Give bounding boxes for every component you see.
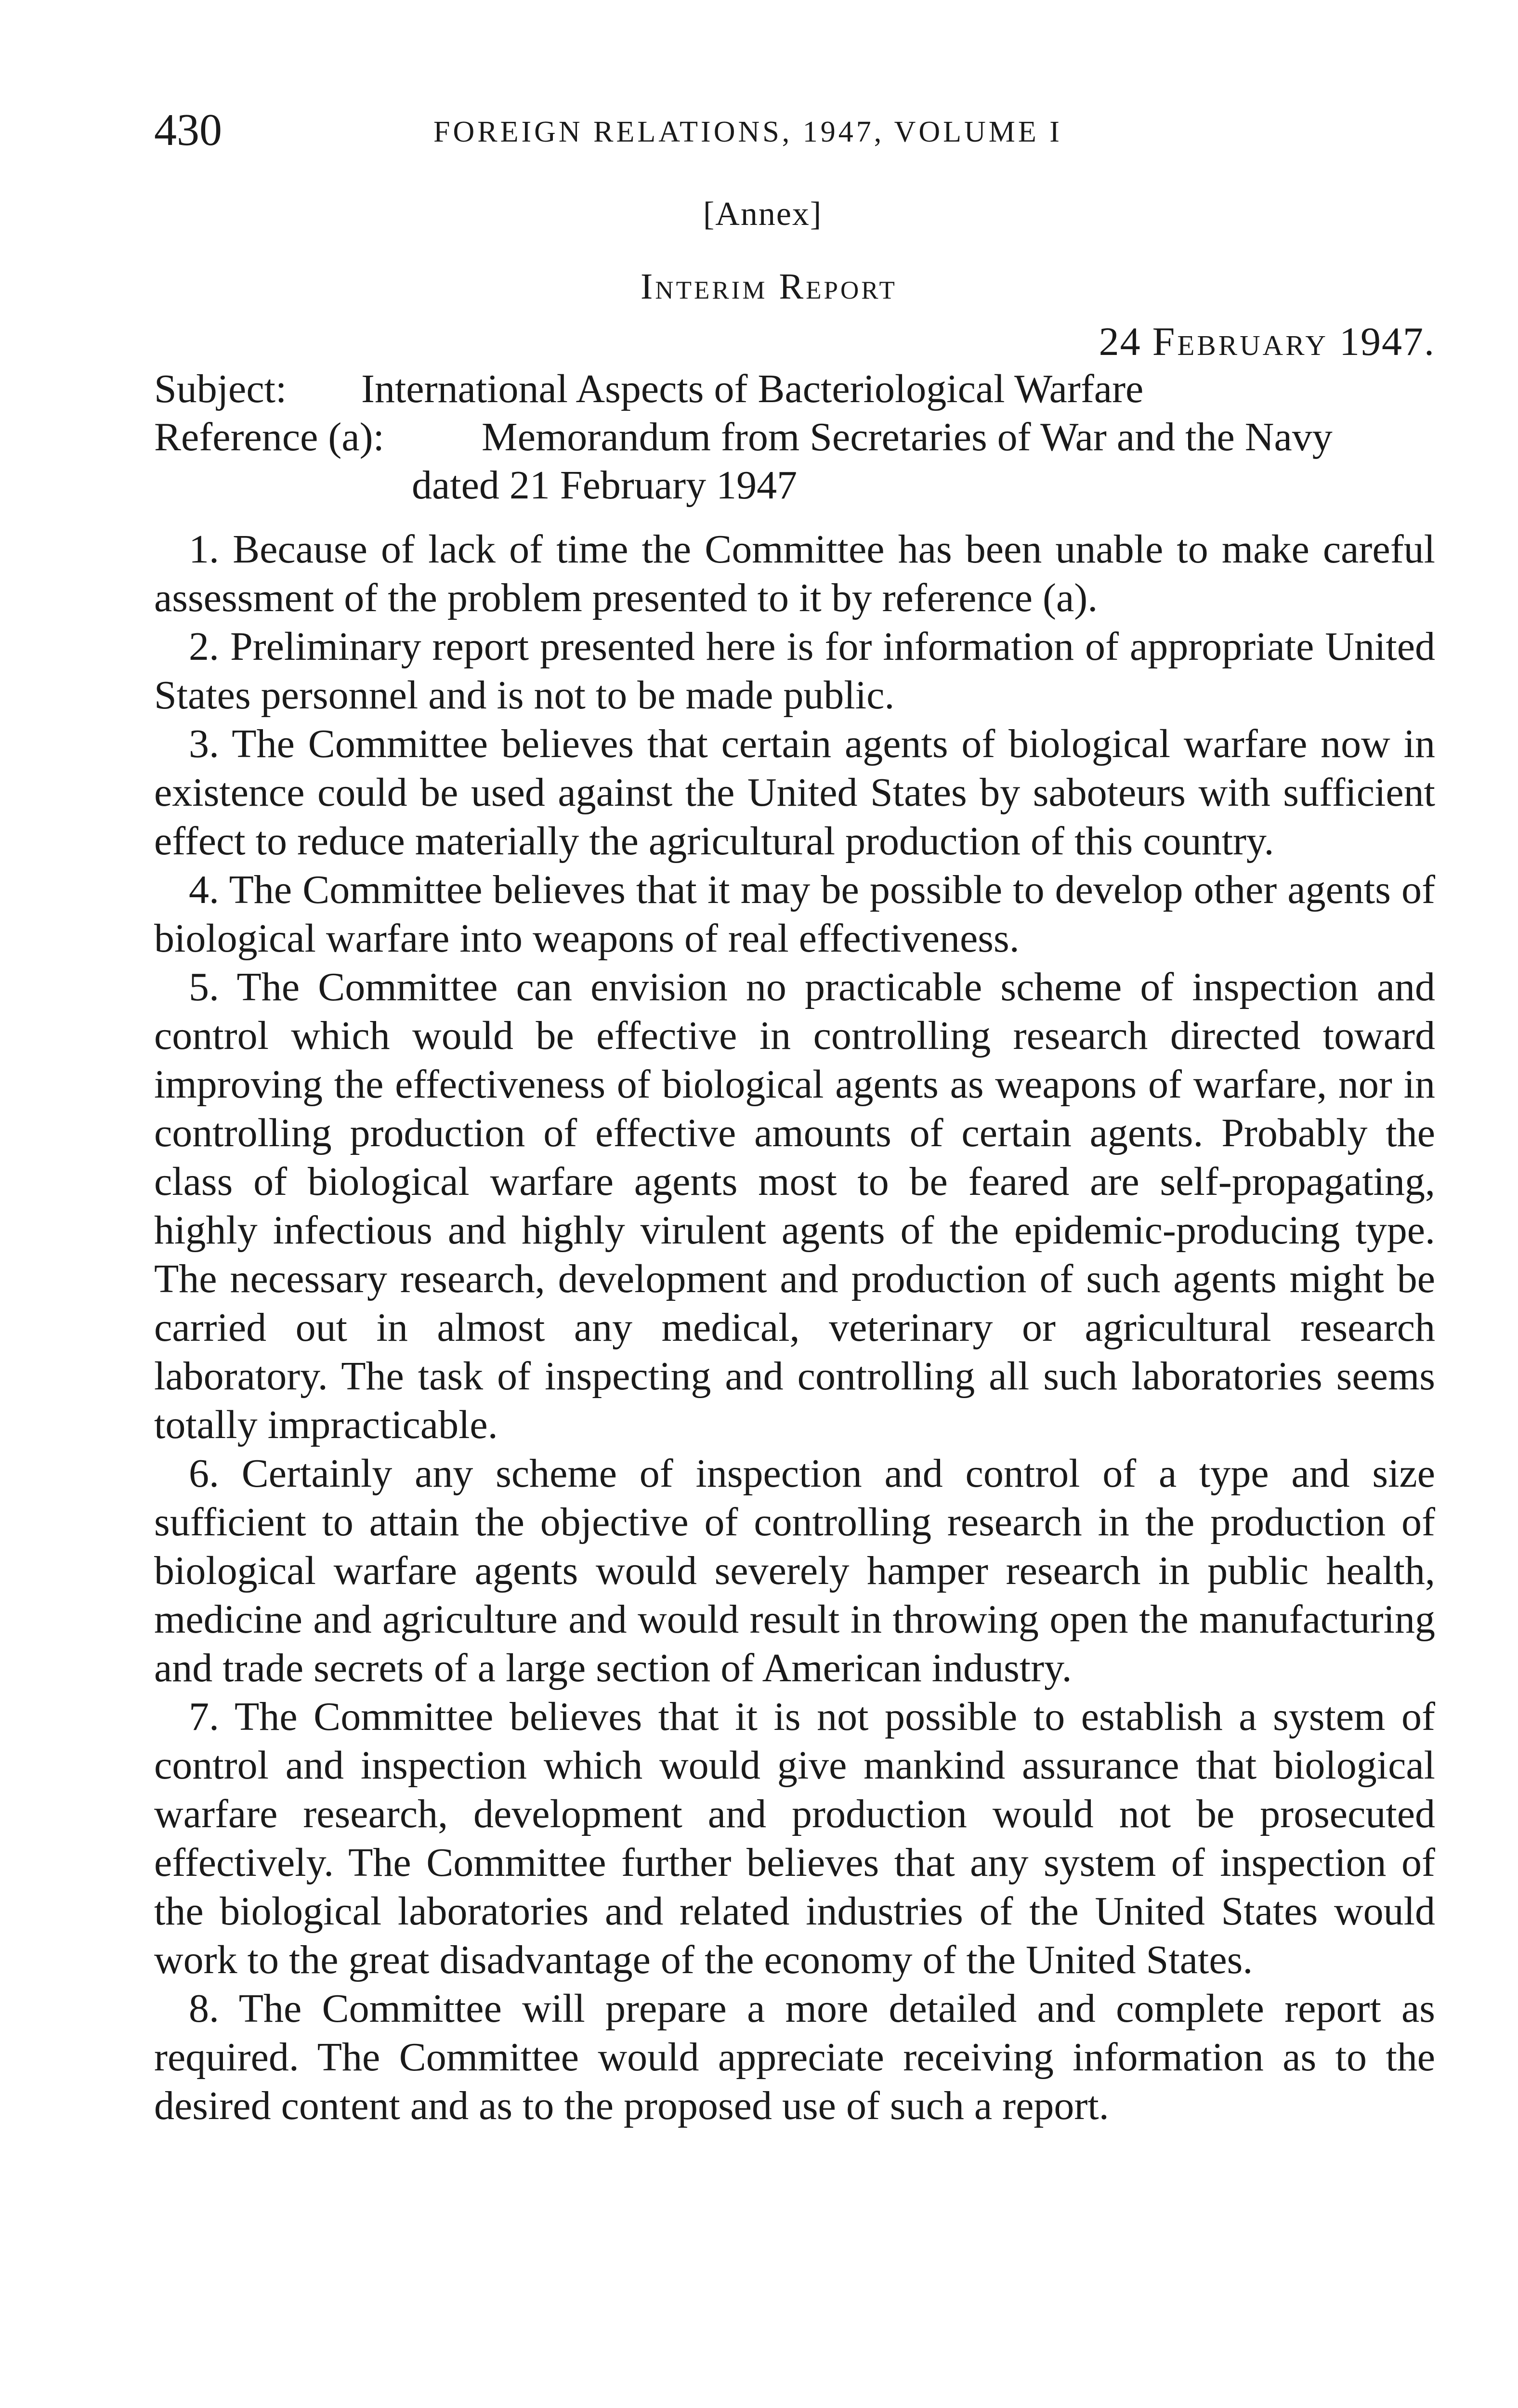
volume-title: FOREIGN RELATIONS, 1947, VOLUME I <box>433 116 1062 148</box>
dateline <box>1099 315 1435 368</box>
subject-label: Subject: <box>154 366 287 411</box>
reference-row-continued <box>154 461 1435 510</box>
paragraph-2: 2. Preliminary report presented here is for information of appropriate United States personnel and is not to be made public. <box>154 624 1435 718</box>
reference-text-continued: dated 21 February 1947 <box>412 463 798 508</box>
date-year: 1947. <box>1339 319 1435 364</box>
reference-row <box>154 413 1435 461</box>
paragraph-1: 1. Because of lack of time the Committee has been unable to make careful assessment of the problem presented to it by reference (a). <box>154 527 1435 620</box>
reference-text: Memorandum from Secretaries of War and the Navy <box>482 415 1333 459</box>
memo-header <box>154 365 1435 510</box>
paragraph-6: 6. Certainly any scheme of inspection and control of a type and size sufficient to attain the objective of controlling research in the production of biological warfare agents would severely hamper research in public health, medicine and agriculture and would result in throwing open the manufacturing and trade secrets of a large section of American industry. <box>154 1451 1435 1690</box>
paragraph-8: 8. The Committee will prepare a more detailed and complete report as required. The Committee would appreciate receiving information as to the desired content and as to the proposed use of such a report. <box>154 1986 1435 2128</box>
paragraph-5: 5. The Committee can envision no practicable scheme of inspection and control which would be effective in controlling research directed toward improving the effectiveness of biological agents as weapons of warfare, nor in controlling production of effective amounts of certain agents. Probably the class of biological warfare agents most to be feared are self-propagating, highly infectious and highly virulent agents of the epidemic-producing type. The necessary research, development and production of such agents might be carried out in almost any medical, veterinary or agricultural research laboratory. The task of inspecting and controlling all such laboratories seems totally impracticable. <box>154 965 1435 1447</box>
annex-label: [Annex] <box>703 196 823 233</box>
subject-row <box>154 365 1435 413</box>
running-head <box>154 101 1435 159</box>
date-month: February <box>1152 319 1328 364</box>
report-body <box>154 525 1435 2130</box>
page-number: 430 <box>154 105 222 155</box>
paragraph-7: 7. The Committee believes that it is not possible to establish a system of control and inspection which would give mankind assurance that biological warfare research, development and production would not be prosecuted effectively. The Committee further believes that any system of inspection of the biological laboratories and related industries of the United States would work to the great disadvantage of the economy of the United States. <box>154 1694 1435 1982</box>
paragraph-3: 3. The Committee believes that certain agents of biological warfare now in existence could be used against the United States by saboteurs with sufficient effect to reduce materially the agricultural production of this country. <box>154 721 1435 864</box>
subject-text: International Aspects of Bacteriological Warfare <box>361 366 1144 411</box>
reference-label: Reference (a): <box>154 415 384 459</box>
date-day: 24 <box>1099 319 1141 364</box>
paragraph-4: 4. The Committee believes that it may be possible to develop other agents of biological warfare into weapons of real effectiveness. <box>154 867 1435 961</box>
document-title: Interim Report <box>641 266 897 307</box>
